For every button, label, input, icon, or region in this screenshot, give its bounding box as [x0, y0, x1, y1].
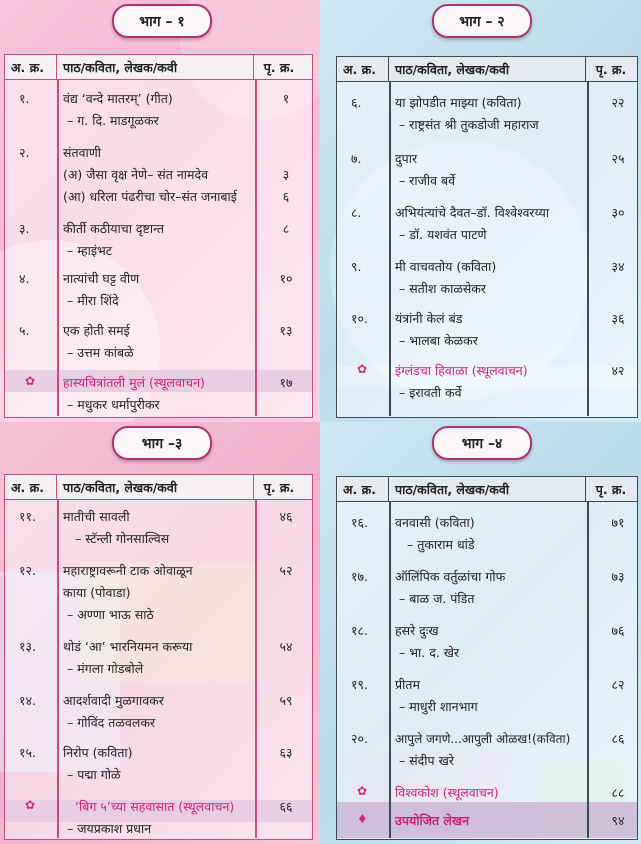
lesson-author: – डॉ. यशवंत पाटणे: [399, 227, 487, 242]
lesson-author: – ग. दि. माडगूळकर: [67, 113, 159, 128]
row-number: १७.: [351, 569, 368, 584]
lesson-title: वंद्य ‘वन्दे मातरम्’ (गीत): [63, 91, 173, 106]
page-number: ५२: [279, 563, 293, 578]
row-number: १९.: [351, 677, 368, 692]
row-number: २०.: [351, 731, 368, 746]
table-header: [337, 57, 637, 82]
lesson-subtitle-a: (अ) जैसा वृक्ष नेणे– संत नामदेव: [63, 167, 209, 182]
lesson-author: – जयप्रकाश प्रधान: [67, 821, 152, 836]
col-page-header: पृ. क्र.: [263, 59, 295, 75]
page-number: ९४: [611, 813, 625, 828]
lesson-author: – बाळ ज. पंडित: [399, 591, 475, 606]
col-num-header: अ. क्र.: [337, 57, 389, 81]
lesson-title: ऑलिंपिक वर्तुळांचा गोफ: [395, 569, 506, 584]
row-number: ९.: [351, 259, 362, 274]
lesson-title: कीर्ती कठीयाचा दृष्टान्त: [63, 221, 165, 236]
lesson-author: – उत्तम कांबळे: [67, 345, 134, 360]
row-number: ३.: [19, 221, 30, 236]
lesson-title: निरोप (कविता): [63, 745, 133, 760]
lesson-title: मातीची सावली: [63, 509, 130, 524]
lesson-author: – पद्मा गोळे: [67, 767, 121, 782]
lesson-author: – मंगला गोडबोले: [67, 661, 144, 676]
col-num-header: अ. क्र.: [337, 477, 389, 501]
lesson-author: – संदीप खरे: [399, 753, 454, 768]
page-number: ३: [282, 167, 290, 182]
page-number: १०: [279, 271, 293, 286]
row-number: ७.: [351, 151, 362, 166]
flower-icon: ✿: [357, 784, 368, 798]
lesson-title: अभियंत्यांचे दैवत–डॉ. विश्वेश्वरय्या: [395, 205, 550, 220]
page-number: १: [282, 91, 290, 106]
part-3-panel: [0, 422, 320, 844]
lesson-title-line-2: काया (पोवाडा): [63, 585, 131, 600]
lesson-title: हसरे दुःख: [395, 623, 439, 638]
page-number: ६: [282, 189, 290, 204]
lesson-title: मी वाचवतोय (कविता): [395, 259, 497, 274]
page-number: ६३: [279, 745, 293, 760]
lesson-author: – स्टॅन्ली गोनसाल्विस: [75, 531, 170, 546]
flower-icon: ✿: [25, 374, 36, 388]
col-num-header: अ. क्र.: [5, 55, 57, 79]
row-number: १८.: [351, 623, 368, 638]
lesson-author: – भा. द. खेर: [399, 645, 460, 660]
page-number: ४२: [611, 363, 625, 378]
part-3-label: भाग –३: [112, 426, 212, 460]
lesson-author: – भालबा केळकर: [399, 333, 478, 348]
col-num-header: अ. क्र.: [5, 475, 57, 499]
page-number: ८: [282, 221, 290, 236]
page-number: २२: [611, 95, 625, 110]
lesson-author: – राष्ट्रसंत श्री तुकडोजी महाराज: [399, 117, 539, 132]
page-number: १३: [279, 323, 293, 338]
col-title-header: पाठ/कविता, लेखक/कवी: [57, 55, 254, 79]
row-number: १४.: [19, 693, 36, 708]
page-number: २५: [611, 151, 625, 166]
lesson-title: वनवासी (कविता): [395, 515, 475, 530]
lesson-title: विश्वकोश (स्थूलवाचन): [395, 785, 499, 800]
col-page-header: पृ. क्र.: [595, 61, 627, 77]
page-number: ३६: [611, 311, 625, 326]
col-title-header: पाठ/कविता, लेखक/कवी: [57, 475, 254, 499]
table-header: [5, 475, 312, 500]
lesson-author: – गोविंद तळवलकर: [67, 715, 156, 730]
page-number: ३०: [611, 205, 625, 220]
lesson-author: – राजीव बर्वे: [399, 173, 456, 188]
page-number: ४६: [279, 509, 293, 524]
lesson-title: दुपार: [395, 151, 418, 166]
lesson-title: एक होती समई: [63, 323, 130, 338]
row-number: ६.: [351, 95, 362, 110]
row-number: १०.: [351, 311, 368, 326]
rapid-reading-highlight: [337, 802, 637, 838]
row-number: २.: [19, 145, 30, 160]
row-number: १२.: [19, 563, 36, 578]
lesson-title: आपुले जगणे...आपुली ओळख!(कविता): [395, 732, 571, 746]
page-number: ७१: [611, 515, 625, 530]
lesson-title: हास्यचित्रांतली मुलं (स्थूलवाचन): [63, 375, 205, 390]
flower-icon: ✿: [25, 798, 36, 812]
page-number: ७६: [611, 623, 625, 638]
row-number: १६.: [351, 515, 368, 530]
page-number: १७: [279, 375, 293, 390]
lesson-title: यंत्रांनी केलं बंड: [395, 311, 463, 326]
part-4-panel: [320, 422, 641, 844]
part-3-table: [4, 474, 313, 840]
lesson-title: प्रीतम: [395, 677, 420, 692]
lesson-author: – म्हाइंभट: [67, 243, 113, 258]
lesson-title: संतवाणी: [63, 145, 102, 160]
lesson-title: इंग्लंडचा हिवाळा (स्थूलवाचन): [395, 363, 528, 378]
col-page-header: पृ. क्र.: [263, 479, 295, 495]
row-number: ८.: [351, 205, 362, 220]
part-1-panel: [0, 0, 320, 422]
lesson-author: – तुकाराम धांडे: [407, 537, 475, 552]
lesson-author: – माधुरी शानभाग: [399, 699, 478, 714]
lesson-author: – सतीश काळसेकर: [399, 281, 487, 296]
part-4-table: [336, 476, 638, 840]
diamond-icon: ♦: [357, 812, 368, 826]
lesson-author: – मीरा शिंदे: [67, 293, 119, 308]
row-number: १३.: [19, 639, 36, 654]
page-number: ८२: [611, 677, 625, 692]
page-number: ८८: [611, 785, 625, 800]
table-header: [5, 55, 312, 80]
page-number: ७३: [611, 569, 625, 584]
lesson-author: – इरावती कर्वे: [399, 385, 462, 400]
page-number: ५४: [279, 639, 293, 654]
lesson-title: थोडं ‘आ’ भारनियमन करूया: [63, 639, 193, 654]
lesson-author: – मधुकर धर्मापुरीकर: [67, 397, 160, 412]
lesson-title: उपयोजित लेखन: [395, 813, 470, 828]
part-1-label: भाग – १: [112, 4, 212, 38]
lesson-title: या झोपडीत माझ्या (कविता): [395, 95, 522, 110]
lesson-title: आदर्शवादी मुळगावकर: [63, 693, 164, 708]
part-2-table: [336, 56, 638, 418]
page-number: ३४: [611, 259, 625, 274]
row-number: १.: [19, 91, 30, 106]
flower-icon: ✿: [357, 362, 368, 376]
table-header: [337, 477, 637, 502]
lesson-subtitle-b: (आ) धरिला पंढरीचा चोर–संत जनाबाई: [63, 189, 237, 204]
part-2-label: भाग – २: [432, 4, 532, 38]
part-1-table: [4, 54, 313, 418]
col-title-header: पाठ/कविता, लेखक/कवी: [389, 477, 586, 501]
col-title-header: पाठ/कविता, लेखक/कवी: [389, 57, 586, 81]
part-4-label: भाग –४: [432, 426, 532, 460]
row-number: ५.: [19, 323, 30, 338]
page-number: ६६: [279, 799, 293, 814]
page-number: ८६: [611, 731, 625, 746]
lesson-title: नात्यांची घट्ट वीण: [63, 271, 140, 286]
row-number: ४.: [19, 271, 30, 286]
page-number: ५९: [279, 693, 293, 708]
row-number: ११.: [19, 509, 36, 524]
row-number: १५.: [19, 745, 36, 760]
lesson-title: महाराष्ट्रावरूनी टाक ओवाळून: [63, 563, 193, 578]
lesson-author: – अण्णा भाऊ साठे: [67, 607, 154, 622]
lesson-title: ‘बिग ५’च्या सहवासात (स्थूलवाचन): [75, 799, 235, 814]
part-2-panel: [320, 0, 641, 422]
col-page-header: पृ. क्र.: [595, 481, 627, 497]
